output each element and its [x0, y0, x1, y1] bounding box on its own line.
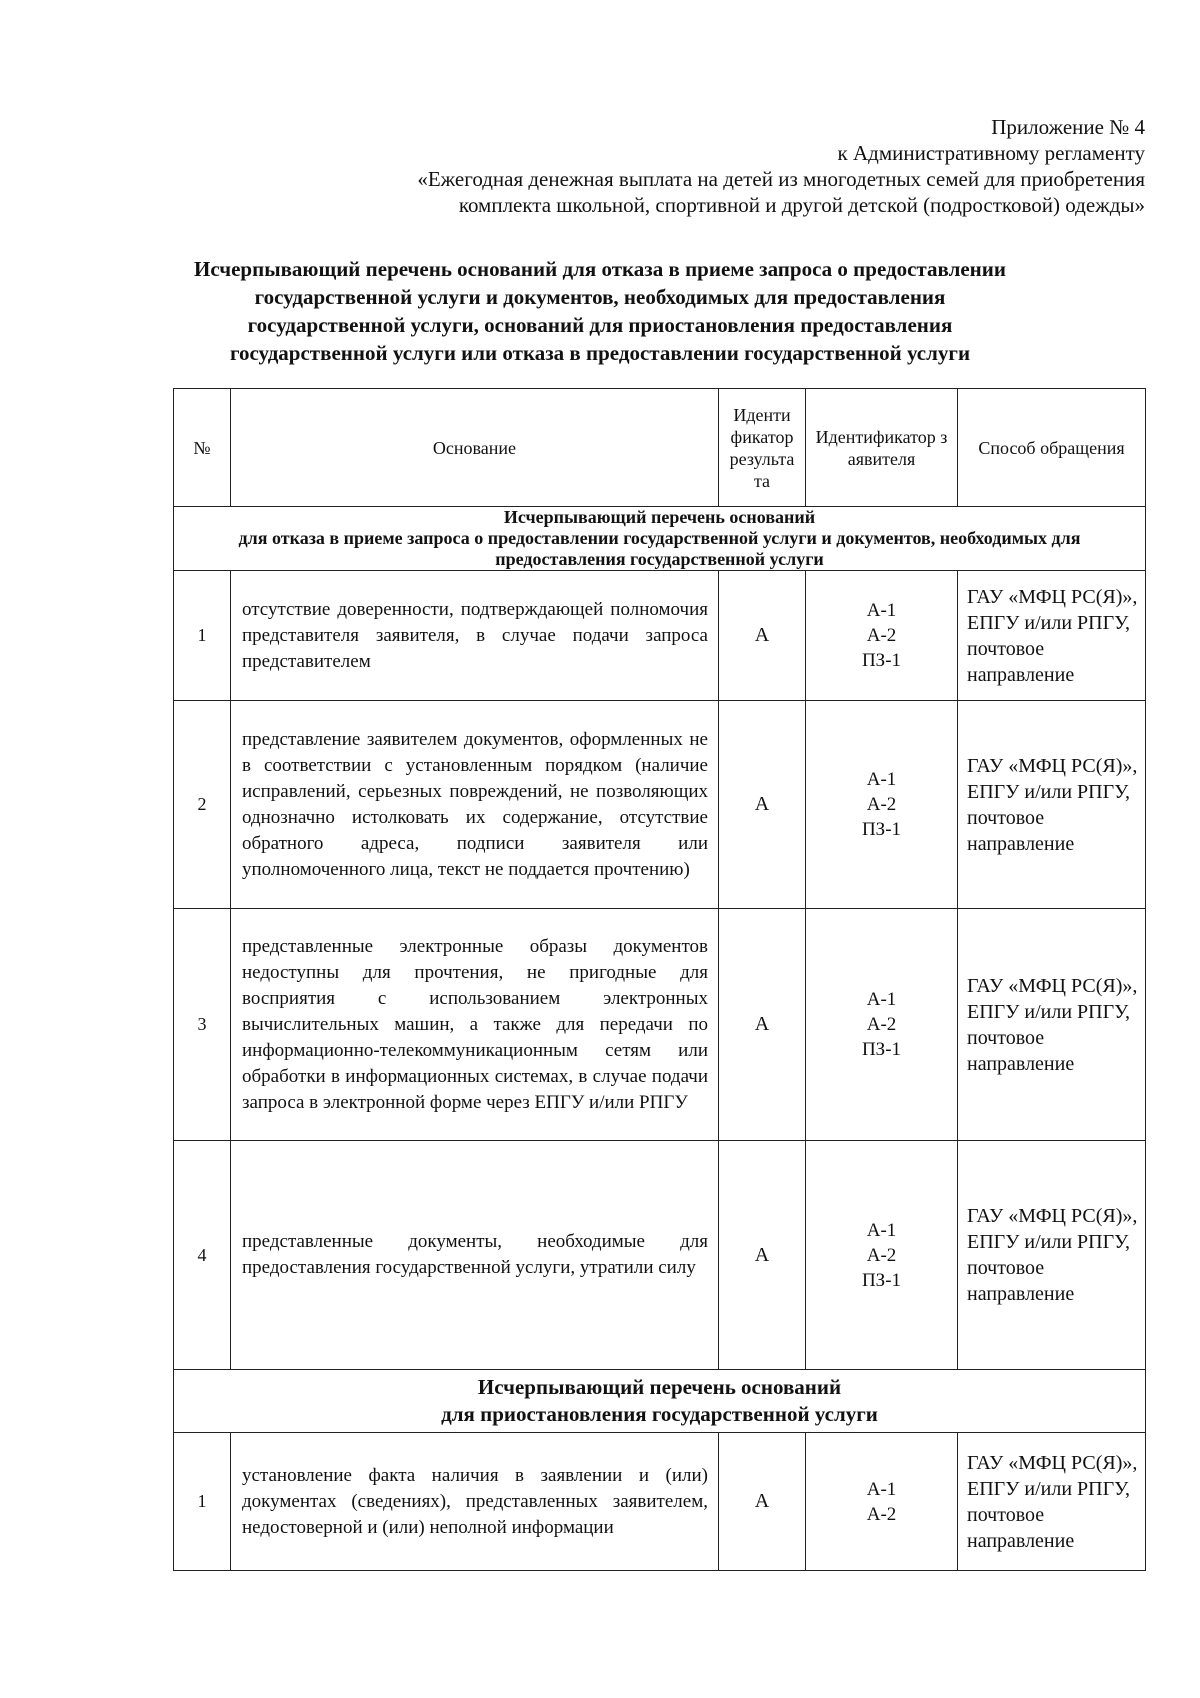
- title-line: государственной услуги, оснований для приостановления предоставления: [247, 313, 953, 337]
- applicant-id: ПЗ-1: [861, 819, 902, 840]
- row-result-id: А: [719, 571, 806, 701]
- applicant-id: А-1: [866, 1219, 897, 1241]
- title-line: Исчерпывающий перечень оснований для отказа в приеме запроса о предоставлении: [194, 257, 1006, 281]
- header-line: комплекта школьной, спортивной и другой детской (подростковой) одежды»: [458, 193, 1145, 217]
- row-applicant-ids: [806, 909, 958, 1141]
- table-row: [174, 909, 1146, 1141]
- applicant-id: А-2: [866, 1244, 897, 1266]
- applicant-id: А-2: [866, 794, 897, 815]
- section-line: для приостановления государственной услуги: [441, 1402, 878, 1426]
- row-number: 1: [174, 1433, 231, 1571]
- row-result-id: А: [719, 1433, 806, 1571]
- row-applicant-ids: [806, 1141, 958, 1370]
- table-row: [174, 1141, 1146, 1370]
- section-line: Исчерпывающий перечень оснований: [477, 1375, 842, 1399]
- applicant-id: ПЗ-1: [861, 1039, 902, 1060]
- applicant-id: А-2: [866, 1014, 897, 1035]
- row-applicant-ids: [806, 701, 958, 909]
- table-row: [174, 571, 1146, 701]
- row-number: 3: [174, 909, 231, 1141]
- section-header-refusal: [174, 507, 1146, 571]
- document-title: [150, 255, 1050, 367]
- applicant-id: А-1: [866, 600, 897, 621]
- header-line: «Ежегодная денежная выплата на детей из многодетных семей для приобретения: [417, 167, 1145, 191]
- row-result-id: А: [719, 701, 806, 909]
- applicant-id: ПЗ-1: [861, 650, 902, 671]
- row-number: 2: [174, 701, 231, 909]
- applicant-id: А-1: [866, 989, 897, 1010]
- section-line: предоставления государственной услуги: [495, 549, 824, 569]
- col-header-applicant-id: Идентификатор заявителя: [806, 389, 958, 507]
- grounds-table: [173, 388, 1146, 1571]
- table-row: [174, 1433, 1146, 1571]
- applicant-id: А-1: [866, 769, 897, 790]
- row-number: 4: [174, 1141, 231, 1370]
- row-basis: представленные документы, необходимые для предоставления государственной услуги, утратили силу: [231, 1141, 719, 1370]
- section-header-suspension: [174, 1370, 1146, 1433]
- header-line: к Административному регламенту: [837, 141, 1145, 165]
- applicant-id: А-2: [866, 625, 897, 646]
- header-line: Приложение № 4: [991, 115, 1145, 139]
- applicant-id: А-1: [866, 1478, 897, 1500]
- row-method: ГАУ «МФЦ РС(Я)», ЕПГУ и/или РПГУ, почтовое направление: [958, 571, 1146, 701]
- col-header-basis: Основание: [231, 389, 719, 507]
- row-method: ГАУ «МФЦ РС(Я)», ЕПГУ и/или РПГУ, почтовое направление: [958, 909, 1146, 1141]
- col-header-method: Способ обращения: [958, 389, 1146, 507]
- row-method: ГАУ «МФЦ РС(Я)», ЕПГУ и/или РПГУ, почтовое направление: [958, 1433, 1146, 1571]
- row-number: 1: [174, 571, 231, 701]
- row-method: ГАУ «МФЦ РС(Я)», ЕПГУ и/или РПГУ, почтовое направление: [958, 1141, 1146, 1370]
- row-method: ГАУ «МФЦ РС(Я)», ЕПГУ и/или РПГУ, почтовое направление: [958, 701, 1146, 909]
- section-line: для отказа в приеме запроса о предоставлении государственной услуги и документов, необходимых для: [238, 528, 1081, 548]
- table-header-row: [174, 389, 1146, 507]
- row-basis: отсутствие доверенности, подтверждающей полномочия представителя заявителя, в случае подачи запроса представителем: [231, 571, 719, 701]
- row-applicant-ids: [806, 571, 958, 701]
- appendix-header: [245, 114, 1145, 218]
- row-result-id: А: [719, 909, 806, 1141]
- applicant-id: А-2: [866, 1503, 897, 1525]
- section-line: Исчерпывающий перечень оснований: [503, 507, 816, 527]
- row-basis: установление факта наличия в заявлении и (или) документах (сведениях), представленных заявителем, недостоверной и (или) неполной информации: [231, 1433, 719, 1571]
- row-basis: представленные электронные образы документов недоступны для прочтения, не пригодные для восприятия с использованием электронных вычислительных машин, а также для передачи по информационно-телекоммуникационным сетям или обработки в информационных системах, в случае подачи запроса в электронной форме через ЕПГУ и/или РПГУ: [231, 909, 719, 1141]
- table-row: [174, 701, 1146, 909]
- col-header-result-id: Идентификатор результата: [719, 389, 806, 507]
- row-basis: представление заявителем документов, оформленных не в соответствии с установленным порядком (наличие исправлений, серьезных повреждений, не позволяющих однозначно истолковать их содержание, отсутствие обратного адреса, подписи заявителя или уполномоченного лица, текст не поддается прочтению): [231, 701, 719, 909]
- col-header-num: №: [174, 389, 231, 507]
- row-result-id: А: [719, 1141, 806, 1370]
- title-line: государственной услуги и документов, необходимых для предоставления: [254, 285, 946, 309]
- row-applicant-ids: [806, 1433, 958, 1571]
- applicant-id: ПЗ-1: [861, 1269, 902, 1291]
- title-line: государственной услуги или отказа в предоставлении государственной услуги: [229, 341, 971, 365]
